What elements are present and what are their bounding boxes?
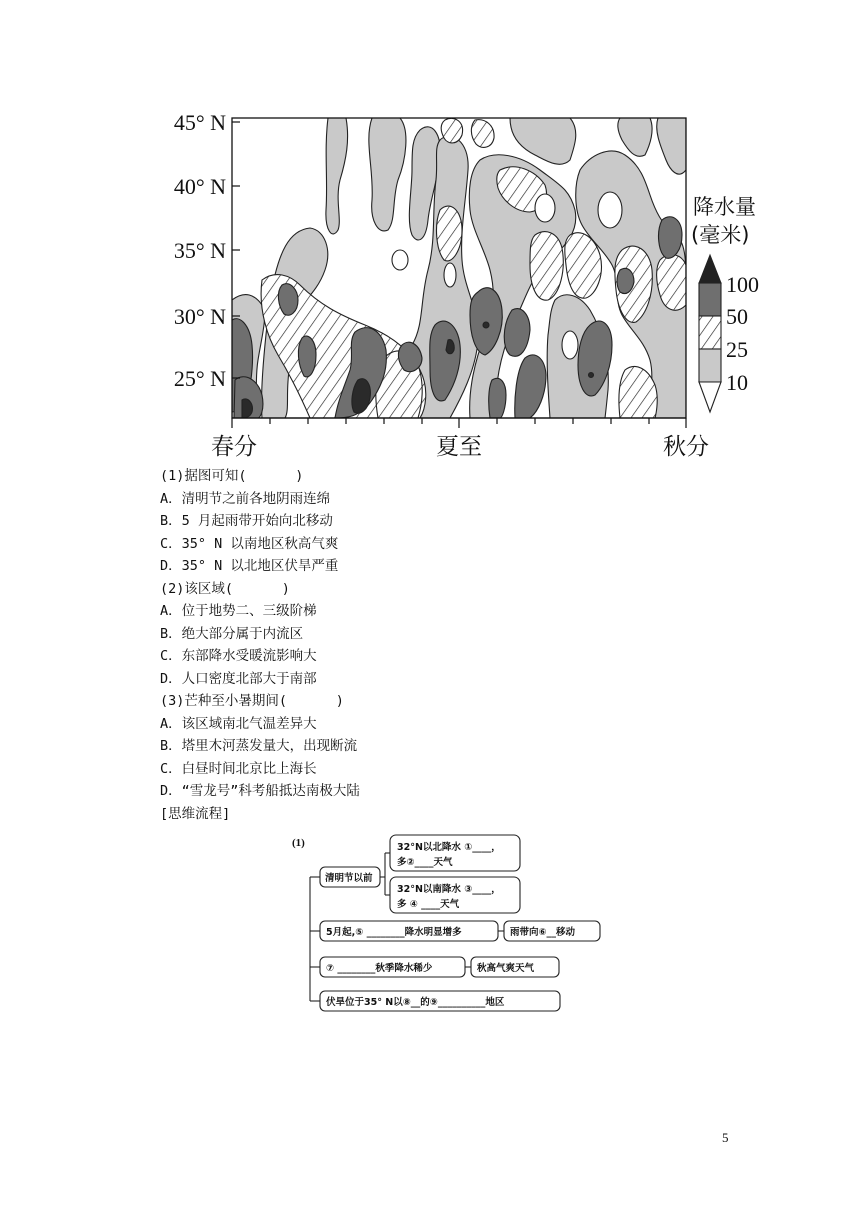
flowchart-drought-label: 伏旱位于35° N以⑧__的⑨__________地区 bbox=[326, 997, 505, 1008]
flowchart-autumn-weather-label: 秋高气爽天气 bbox=[477, 963, 535, 974]
thinking-process-label: [思维流程] bbox=[160, 805, 231, 822]
legend-level-100: 100 bbox=[726, 272, 759, 297]
question-1-stem: (1)据图可知( ) bbox=[160, 468, 304, 484]
legend-swatch-50-100 bbox=[699, 283, 721, 316]
legend-top-arrow bbox=[699, 255, 721, 283]
x-tick-label-autumn-equinox: 秋分 bbox=[663, 434, 709, 460]
flowchart-south-line2: 多 ④ ____天气 bbox=[397, 899, 460, 910]
precipitation-contours bbox=[232, 118, 686, 418]
flowchart-shift-label: 雨带向⑥__移动 bbox=[510, 927, 576, 938]
question-1-option-a: A．清明节之前各地阴雨连绵 bbox=[160, 490, 331, 507]
y-tick-label-25n: 25° N bbox=[173, 366, 226, 391]
x-tick-label-spring-equinox: 春分 bbox=[211, 434, 257, 460]
question-3-option-c: C．白昼时间北京比上海长 bbox=[160, 760, 317, 777]
legend-unit: (毫米) bbox=[691, 223, 750, 247]
y-tick-label-35n: 35° N bbox=[173, 238, 226, 263]
question-1-option-d: D．35° N 以北地区伏旱严重 bbox=[160, 558, 339, 574]
legend-level-10: 10 bbox=[726, 370, 748, 395]
x-axis bbox=[232, 418, 686, 428]
question-2-option-b: B．绝大部分属于内流区 bbox=[160, 625, 304, 642]
flowchart-north-line1: 32°N以北降水 ①____， bbox=[397, 842, 501, 853]
x-tick-label-summer-solstice: 夏至 bbox=[436, 434, 482, 460]
page-number: 5 bbox=[722, 1130, 729, 1145]
flowchart-title: (1) bbox=[292, 837, 305, 849]
question-1-option-c: C．35° N 以南地区秋高气爽 bbox=[160, 535, 339, 552]
y-tick-label-45n: 45° N bbox=[173, 110, 226, 135]
legend-title: 降水量 bbox=[693, 195, 756, 219]
question-3-option-d: D．“雪龙号”科考船抵达南极大陆 bbox=[160, 783, 360, 799]
y-tick-label-30n: 30° N bbox=[173, 304, 226, 329]
question-3-option-b: B．塔里木河蒸发量大，出现断流 bbox=[160, 738, 358, 754]
flowchart-north-line2: 多②____天气 bbox=[397, 857, 453, 868]
thinking-flowchart bbox=[280, 830, 610, 1020]
flowchart-may-label: 5月起,⑤ ________降水明显增多 bbox=[326, 927, 462, 938]
question-3-stem: (3)芒种至小暑期间( ) bbox=[160, 693, 344, 709]
question-1-option-b: B．5 月起雨带开始向北移动 bbox=[160, 513, 333, 529]
question-2-option-c: C．东部降水受暖流影响大 bbox=[160, 648, 317, 664]
legend-bottom-arrow bbox=[699, 382, 721, 412]
flowchart-south-line1: 32°N以南降水 ③____， bbox=[397, 884, 501, 895]
legend bbox=[691, 195, 759, 412]
legend-level-25: 25 bbox=[726, 337, 748, 362]
legend-swatch-10-25 bbox=[699, 349, 721, 382]
question-2-option-a: A．位于地势二、三级阶梯 bbox=[160, 603, 317, 619]
precipitation-figure bbox=[150, 100, 790, 465]
y-tick-label-40n: 40° N bbox=[173, 174, 226, 199]
legend-level-50: 50 bbox=[726, 304, 748, 329]
flowchart-root-label: 清明节以前 bbox=[325, 873, 373, 884]
legend-swatch-25-50 bbox=[699, 316, 721, 349]
flowchart-autumn-label: ⑦ ________秋季降水稀少 bbox=[326, 963, 433, 974]
question-2-stem: (2)该区域( ) bbox=[160, 580, 290, 597]
question-3-option-a: A．该区域南北气温差异大 bbox=[160, 715, 317, 732]
question-2-option-d: D．人口密度北部大于南部 bbox=[160, 670, 317, 687]
